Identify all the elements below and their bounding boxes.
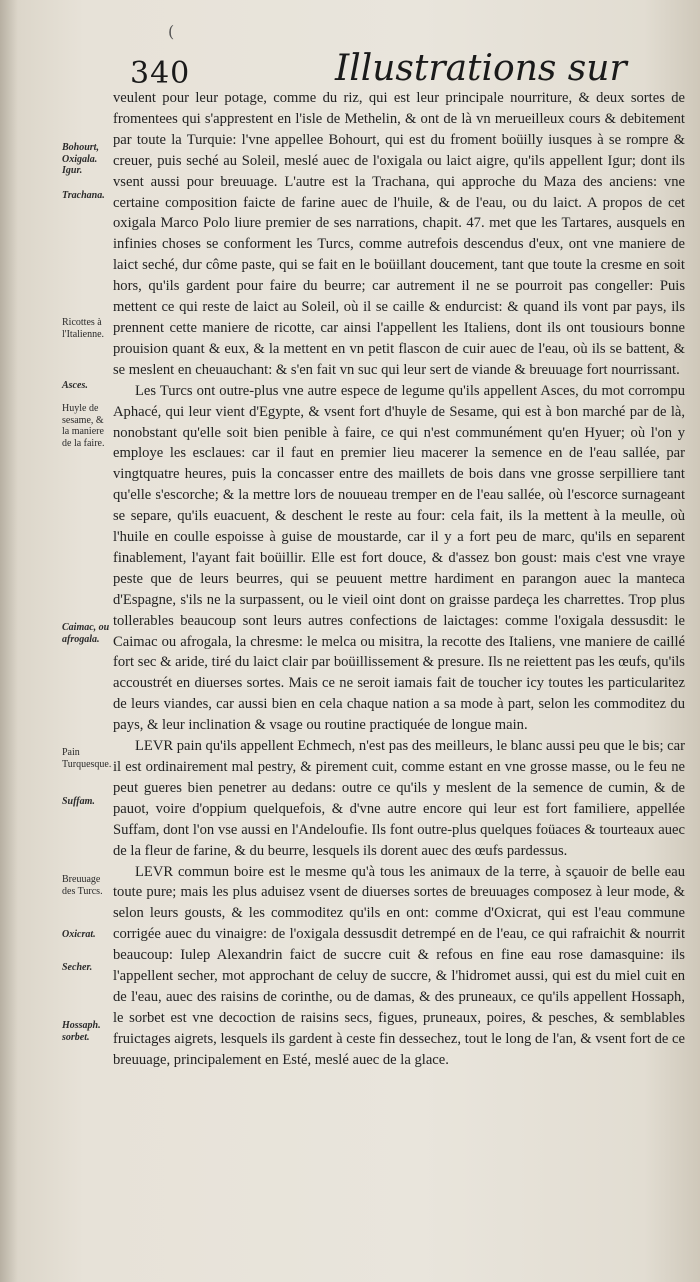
body-text <box>113 88 685 1071</box>
margin-note-breuuage: Breuuage des Turcs. <box>62 874 103 897</box>
margin-note-ricottes: Ricottes à l'Italienne. <box>62 317 105 340</box>
paragraph-legumes: Les Turcs ont outre-plus vne autre espece de legume qu'ils appellent Asces, du mot corrompu Aphacé, qui leur vient d'Egypte, & vsent fort d'huyle de Sesame, qui est à bon marché par de là, nonobstant qu'elle soit bien penible à faire, ce qui n'est communément qu'en Hyuer; où l'on y employe les esclaues: car il faut en premier lieu macerer la semence en de l'eau sallée, par vingtquatre heures, puis la concasser entre des maillets de bois dans vne grosse serpilliere tant qu'elle s'escorche; & la mettre lors de nouueau tremper en de l'eau sallée, où l'escorce surnageant se separe, qu'ils euacuent, & deschent le reste au four: cela fait, ils la mettent à la meulle, où l'huile en coulle espoisse à guise de moustarde, car il y a fort peu de marc, qu'ils en separent finablement, l'ayant fait boüillir. Elle est fort douce, & d'assez bon goust: mais c'est vne vraye peste que de leurs beurres, qui se peuuent mettre hardiment en parangon auec la manteca d'Espagne, s'ils ne la surpassent, ou le vieil oint dont on graisse pardeça les charrettes. Trop plus tollerables beaucoup sont leurs autres confections de laictages: comme l'oxigala dessusdit: le Caimac ou afrogala, la chresme: le melca ou misitra, la recotte des Italiens, vne maniere de caillé fort sec & aride, tiré du laict clair par boüillissement & presure. Ils ne reiettent pas les œufs, qu'ils accoustrét en diuerses sortes. Mais ce ne seroit iamais fait de toucher icy toutes les particularitez de leurs viandes, car aussi bien en cela chaque nation a sa mode à part, selon les commoditez du pays, & leur inclination & vsage ou routine practiquée de longue main. <box>113 382 685 734</box>
paragraph-breuuage: LEVR commun boire est le mesme qu'à tous les animaux de la terre, à sçauoir de belle eau toute pure; mais les plus aduisez vsent de diuerses sortes de breuuages composez à leur mode, & selon leurs gousts, & les commoditez qu'ils en ont: comme d'Oxicrat, qui est l'eau commune corrigée auec du vinaigre: de l'oxigala dessusdit detrempé en de l'eau, ce qui rafraichit & nourrit beaucoup: Iulep Alexandrin faict de succre cuit & refous en fine eau rose damasquine: ils l'appellent secher, mot approchant de celuy de succre, & l'hidromet aussi, qui est du miel cuit en de l'eau, auec des raisins de corinthe, ou de damas, & des pruneaux, ce qu'ils appellent Hossaph, le sorbet est vne decoction de raisins secs, figues, pruneaux, poires, & pesches, & semblables fruictages aigrets, lesquels ils gardent à ceste fin dessechez, tout le long de l'an, & vsent fort de ce breuuage, principalement en Esté, meslé auec de la glace. <box>113 863 685 1068</box>
margin-note-bohourt: Bohourt, Oxigala. Igur. <box>62 142 99 176</box>
margin-note-pain-turquesque: Pain Turquesque. <box>62 747 112 770</box>
margin-note-asces: Asces. <box>62 380 88 391</box>
margin-note-trachana: Trachana. <box>62 190 105 201</box>
binding-shadow <box>0 0 18 1282</box>
margin-note-secher: Secher. <box>62 962 93 973</box>
paragraph-potage: veulent pour leur potage, comme du riz, qui est leur principale nourriture, & deux sortes de fromentees qui s'apprestent en l'isle de Methelin, & ont de là vn merueilleux cours & debitement par toute la Turquie: l'vne appellee Bohourt, qui est du froment boüilly iusques à se rompre & creuer, puis seché au Soleil, meslé auec de l'oxigala ou laict aigre, qu'ils appellent Igur; dont ils vsent aussi pour breuuage. L'autre est la Trachana, qui approche du Maza des anciens: vne certaine composition faicte de farine auec de l'huile, & de l'eau, ou du laict. A propos de cet oxigala Marco Polo liure premier de ses narrations, chapit. 47. met que les Tartares, ausquels en infinies choses se conforment les Turcs, comme autrefois descendus d'eux, ont vne maniere de laict seché, dur côme paste, qui se fait en le boüillant doucement, tant que toute la cresme en soit hors, qu'ils gardent pour faire du beurre; car autrement il ne se pourroit pas congeller: Puis mettent ce qui reste de laict au Soleil, où il se caille & endurcist: & quand ils vont par pays, ils prennent cette maniere de ricotte, car ainsi l'appellent les Italiens, dont ils ont tousiours bonne prouision quant & eux, & la mettent en vn petit flascon de cuir auec de l'eau, où ils se battent, & se meslent en cheuauchant: & s'en fait vn suc qui leur sert de viande & breuuage fort nourrissant. <box>113 90 685 378</box>
margin-note-hossaph: Hossaph. sorbet. <box>62 1020 101 1043</box>
margin-note-oxicrat: Oxicrat. <box>62 929 96 940</box>
margin-note-suffam: Suffam. <box>62 796 95 807</box>
fold-mark: ( <box>168 22 175 41</box>
page-number: 340 <box>130 56 191 91</box>
page-header <box>130 46 690 92</box>
running-title: Illustrations sur <box>335 48 627 89</box>
paragraph-pain: LEVR pain qu'ils appellent Echmech, n'est pas des meilleurs, le blanc aussi peu que le bis; car il est ordinairement mal pestry, & pirement cuit, comme estant en vne grosse masse, ou le feu ne peut gueres bien penetrer au dedans: outre ce qu'ils y meslent de la semence de cumin, & de pauot, voire d'oppium quelquefois, & d'vne autre encore qui leur est fort familiere, appellée Suffam, dont l'on vse aussi en l'Andeloufie. Ils font outre-plus quelques foüaces & tourteaux auec de la fleur de farine, & du beurre, lesquels ils dorent auec des œufs pardessus. <box>113 738 685 859</box>
margin-note-huyle-sesame: Huyle de sesame, & la maniere de la faire. <box>62 403 105 449</box>
margin-note-caimac: Caimac, ou afrogala. <box>62 622 110 645</box>
